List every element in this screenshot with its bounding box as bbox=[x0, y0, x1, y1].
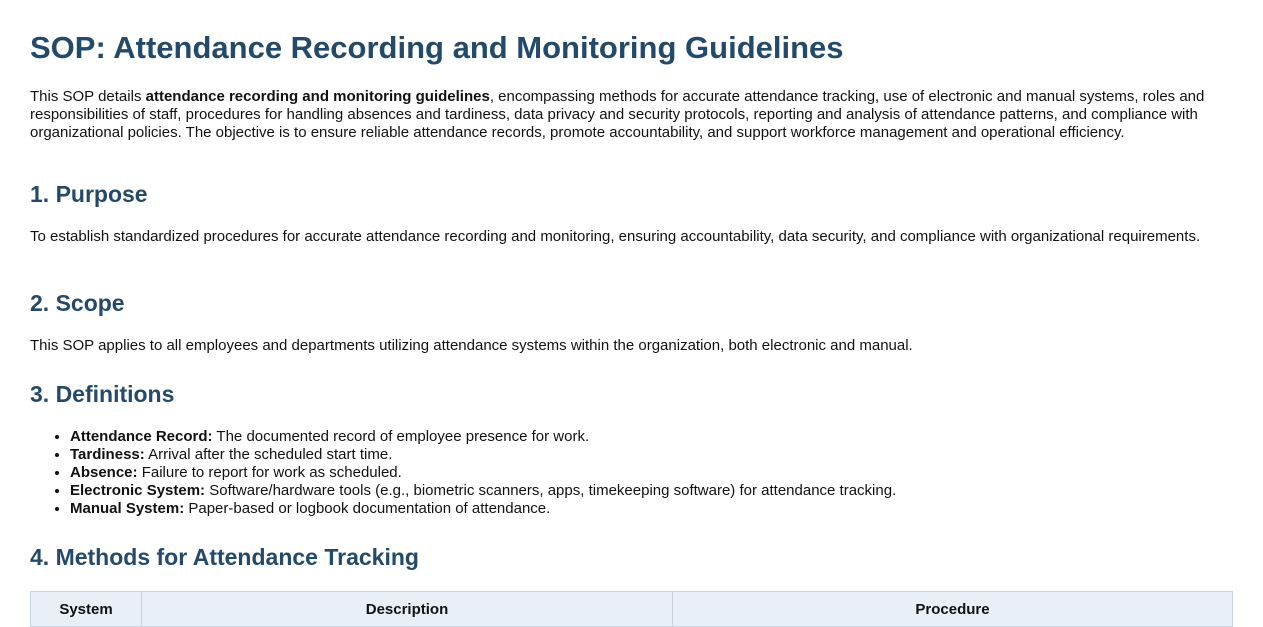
list-item bbox=[70, 500, 896, 518]
intro-suffix: , encompassing methods for accurate attendance tracking, use of electronic and manual systems, roles and responsibilities of staff, procedures for handling absences and tardiness, data privacy and security protocols, reporting and analysis of attendance patterns, and compliance with organizational policies. The objective is to ensure reliable attendance records, promote accountability, and support workforce management and operational efficiency. bbox=[30, 88, 1205, 141]
column-header-procedure: Procedure bbox=[673, 592, 1233, 627]
table-header-row bbox=[31, 592, 1233, 627]
page-title: SOP: Attendance Recording and Monitoring Guidelines bbox=[30, 30, 844, 65]
list-item bbox=[70, 446, 896, 464]
definition-term: Attendance Record: bbox=[70, 428, 213, 445]
scope-heading: 2. Scope bbox=[30, 290, 125, 316]
definition-term: Manual System: bbox=[70, 500, 185, 517]
definition-term: Electronic System: bbox=[70, 482, 206, 499]
list-item bbox=[70, 464, 896, 482]
definition-desc: Paper-based or logbook documentation of attendance. bbox=[184, 500, 551, 517]
intro-prefix: This SOP details bbox=[30, 88, 146, 105]
list-item bbox=[70, 428, 896, 446]
definition-desc: Arrival after the scheduled start time. bbox=[144, 446, 393, 463]
methods-table bbox=[30, 591, 1233, 627]
scope-text: This SOP applies to all employees and departments utilizing attendance systems within the organization, both electronic and manual. bbox=[30, 337, 913, 354]
definition-desc: The documented record of employee presence for work. bbox=[212, 428, 590, 445]
definition-term: Tardiness: bbox=[70, 446, 145, 463]
purpose-heading: 1. Purpose bbox=[30, 181, 148, 207]
definitions-list bbox=[30, 428, 896, 518]
purpose-text: To establish standardized procedures for accurate attendance recording and monitoring, ensuring accountability, data security, and compliance with organizational requirements. bbox=[30, 228, 1201, 245]
column-header-description: Description bbox=[142, 592, 673, 627]
column-header-system: System bbox=[31, 592, 142, 627]
intro-paragraph bbox=[30, 88, 1235, 142]
definition-desc: Failure to report for work as scheduled. bbox=[137, 464, 402, 481]
definition-desc: Software/hardware tools (e.g., biometric scanners, apps, timekeeping software) for attendance tracking. bbox=[205, 482, 897, 499]
list-item bbox=[70, 482, 896, 500]
definition-term: Absence: bbox=[70, 464, 138, 481]
definitions-heading: 3. Definitions bbox=[30, 381, 175, 407]
intro-bold: attendance recording and monitoring guidelines bbox=[145, 88, 490, 105]
methods-heading: 4. Methods for Attendance Tracking bbox=[30, 544, 419, 570]
